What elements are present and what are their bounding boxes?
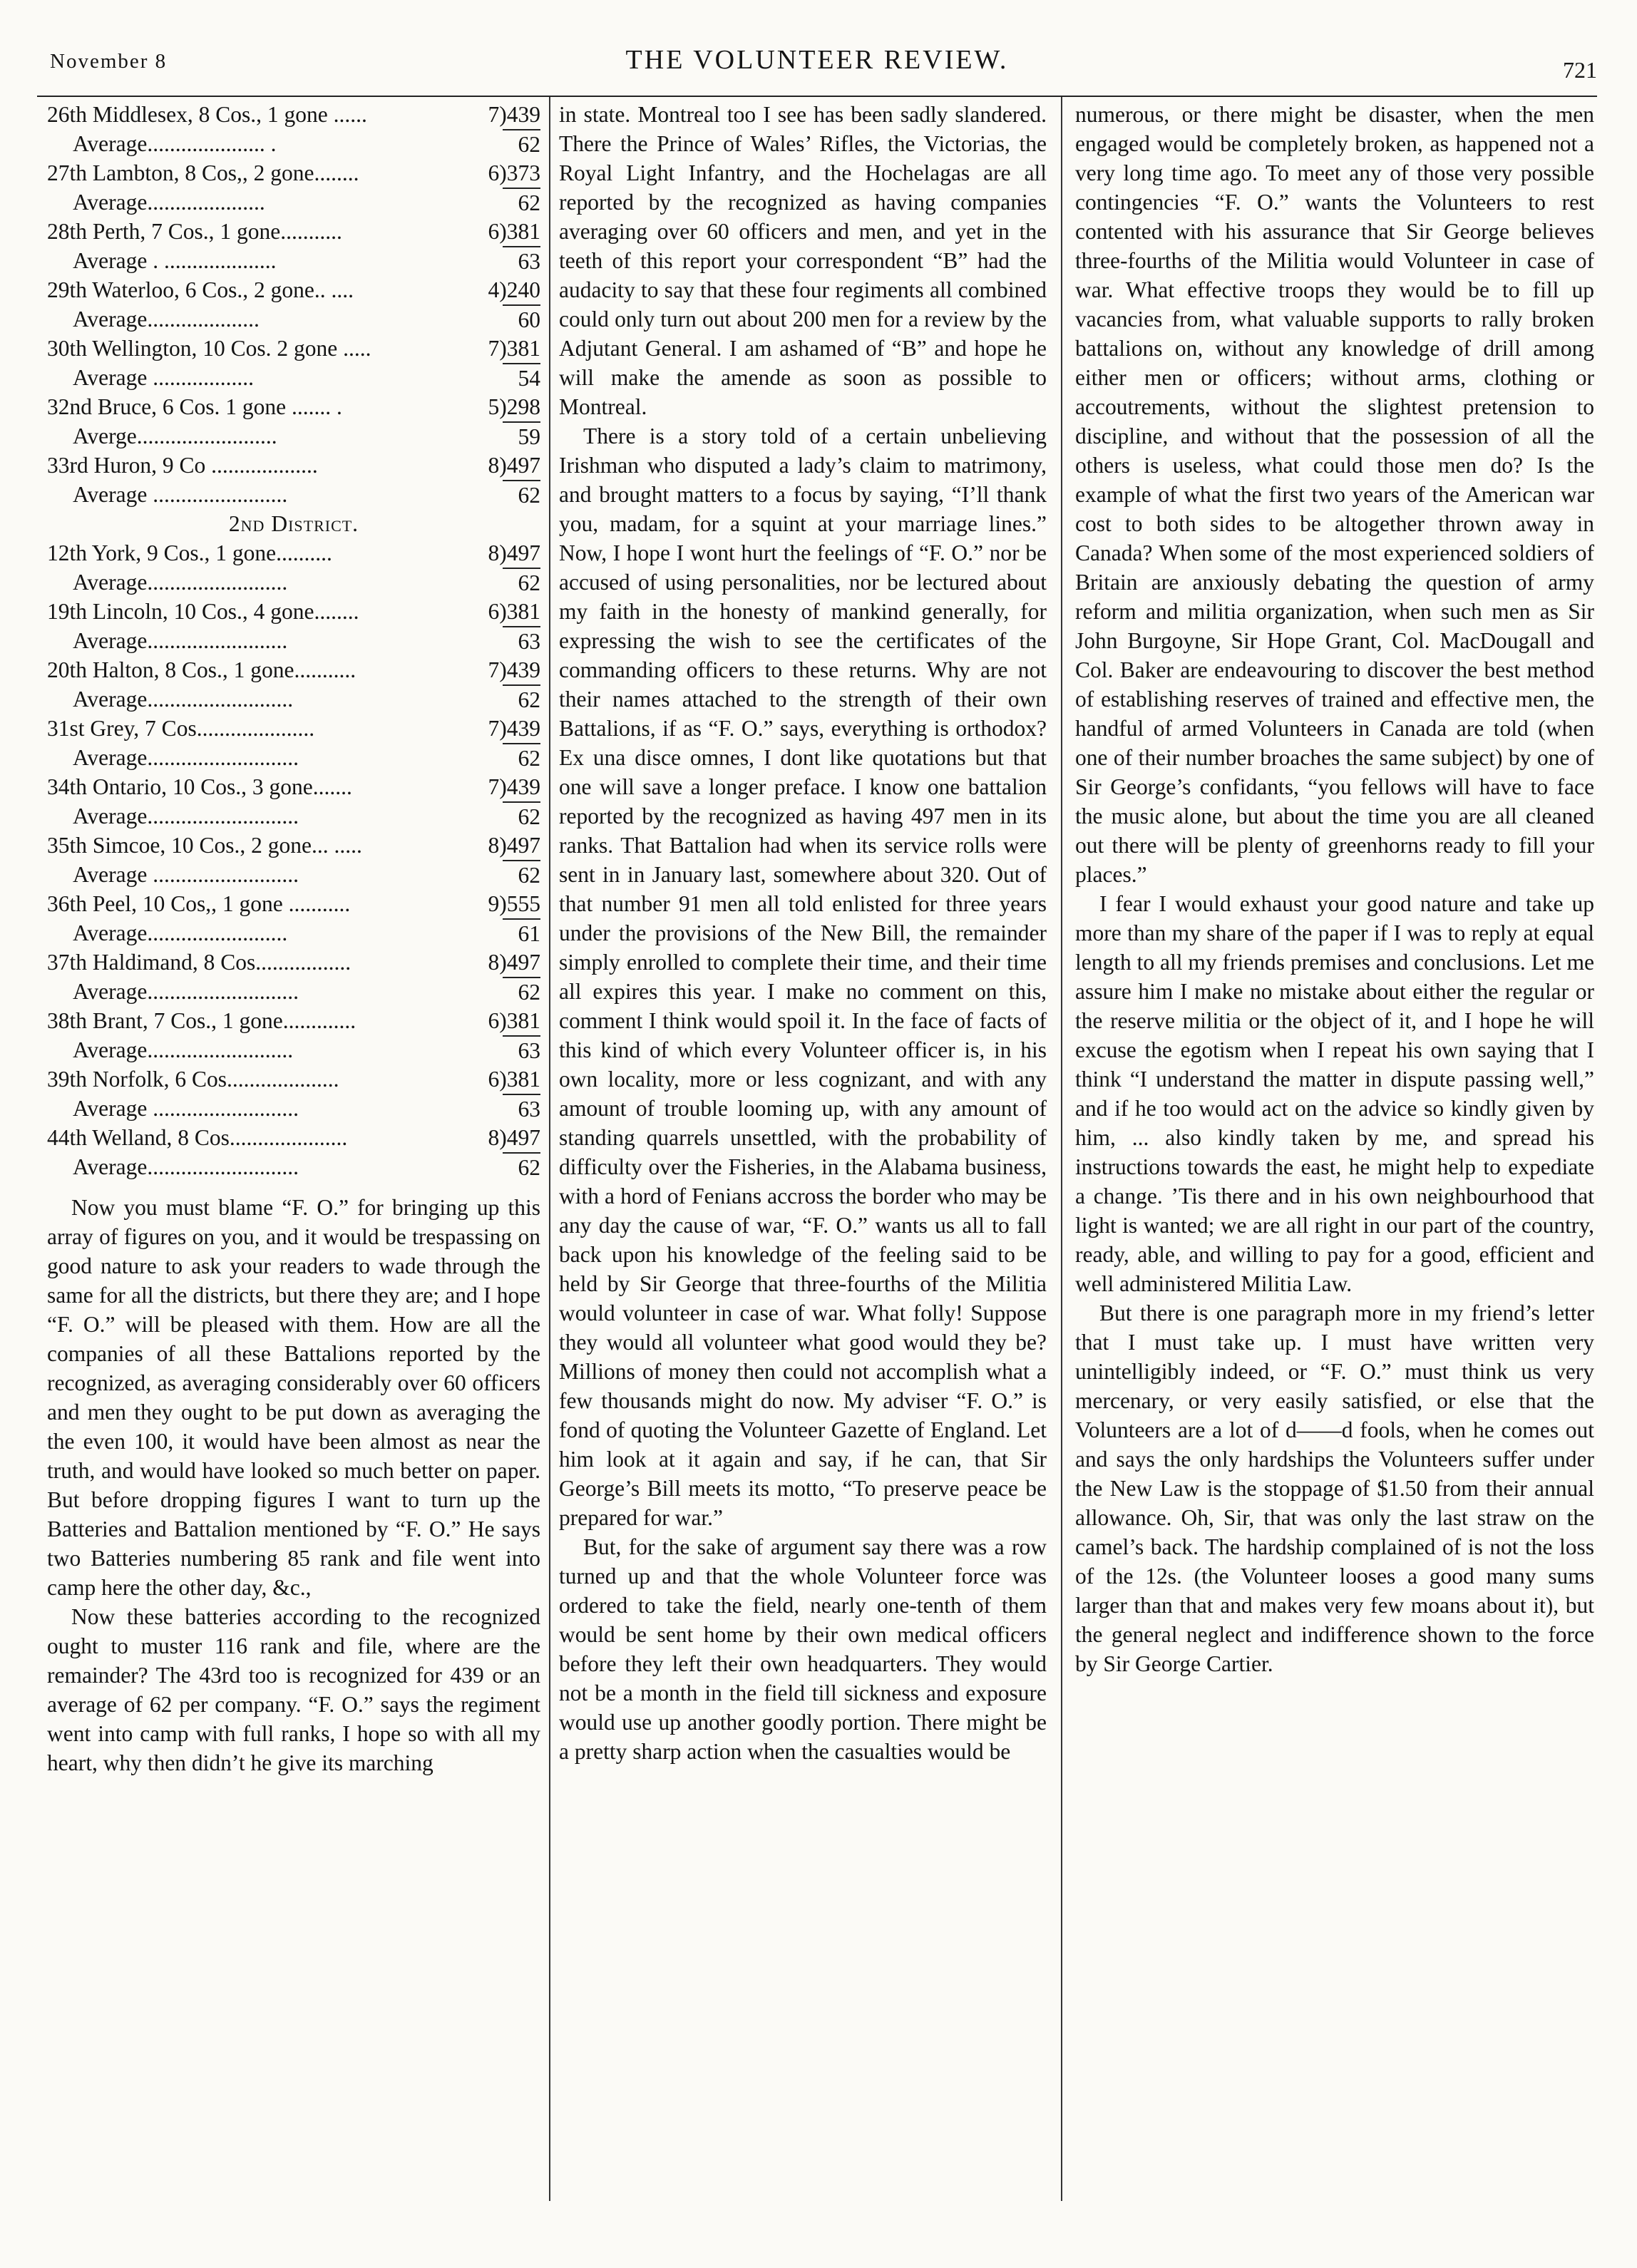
average-label: Average.................... xyxy=(73,307,260,332)
average-value: 62 xyxy=(503,860,541,889)
return-row xyxy=(47,392,540,421)
district-heading: 2nd District. xyxy=(228,511,359,536)
battalion-label: 34th Ontario, 10 Cos., 3 gone....... xyxy=(47,774,352,799)
average-value: 62 xyxy=(503,977,541,1006)
return-figure: 8)497 xyxy=(488,540,540,565)
column-rule xyxy=(549,97,550,2201)
column-3 xyxy=(1075,100,1594,1678)
average-label: Average........................... xyxy=(73,804,299,828)
return-figure: 6)381 xyxy=(488,219,540,244)
average-row xyxy=(47,246,540,275)
returns-table xyxy=(47,538,540,1181)
average-value: 59 xyxy=(503,421,541,451)
average-value: 63 xyxy=(503,246,541,275)
average-value: 63 xyxy=(503,1094,541,1123)
battalion-label: 26th Middlesex, 8 Cos., 1 gone ...... xyxy=(47,102,367,127)
return-figure: 6)381 xyxy=(488,599,540,624)
battalion-label: 44th Welland, 8 Cos..................... xyxy=(47,1125,348,1150)
return-row xyxy=(47,275,540,304)
battalion-label: 27th Lambton, 8 Cos,, 2 gone........ xyxy=(47,160,359,185)
return-row xyxy=(47,714,540,743)
average-label: Average .......................... xyxy=(73,1096,299,1121)
average-label: Average..................... . xyxy=(73,131,277,156)
battalion-label: 38th Brant, 7 Cos., 1 gone............. xyxy=(47,1008,356,1033)
article-paragraph: in state. Montreal too I see has been sadly slandered. There the Prince of Wales’ Rifles, the Victorias, the Royal Light Infantry, and the Hochelagas are all reported by the recognized as having companies averaging over 60 officers and men, and yet in the teeth of this report your correspondent “B” had the audacity to say that these four regiments all combined could only turn out about 200 men for a review by the Adjutant General. I am ashamed of “B” and hope he will make the amende as soon as possible to Montreal. xyxy=(559,102,1047,419)
average-value: 62 xyxy=(503,188,541,217)
average-value: 60 xyxy=(503,304,541,334)
return-row xyxy=(47,889,540,918)
average-label: Average........................... xyxy=(73,745,299,770)
battalion-label: 12th York, 9 Cos., 1 gone.......... xyxy=(47,540,332,565)
average-value: 62 xyxy=(503,801,541,831)
average-value: 63 xyxy=(503,1035,541,1064)
returns-table xyxy=(47,100,540,509)
return-row xyxy=(47,1123,540,1152)
return-row xyxy=(47,948,540,977)
return-row xyxy=(47,831,540,860)
battalion-label: 31st Grey, 7 Cos..................... xyxy=(47,716,315,741)
return-row xyxy=(47,334,540,363)
battalion-label: 29th Waterloo, 6 Cos., 2 gone.. .... xyxy=(47,277,354,302)
average-row xyxy=(47,480,540,509)
average-row xyxy=(47,860,540,889)
return-row xyxy=(47,655,540,684)
average-row xyxy=(47,743,540,772)
average-row xyxy=(47,188,540,217)
return-figure: 7)439 xyxy=(488,657,540,682)
return-figure: 9)555 xyxy=(488,891,540,916)
return-figure: 5)298 xyxy=(488,394,540,419)
return-figure: 6)381 xyxy=(488,1067,540,1092)
average-row xyxy=(47,421,540,451)
average-label: Average.......................... xyxy=(73,1037,294,1062)
average-value: 61 xyxy=(503,918,541,948)
return-figure: 6)373 xyxy=(488,160,540,185)
return-row xyxy=(47,158,540,188)
average-value: 54 xyxy=(503,363,541,392)
header-rule xyxy=(37,96,1597,97)
average-label: Average......................... xyxy=(73,920,288,945)
average-row xyxy=(47,801,540,831)
return-row xyxy=(47,100,540,129)
average-value: 62 xyxy=(503,684,541,714)
article-paragraph: Now you must blame “F. O.” for bringing up this array of figures on you, and it would be trespassing on good nature to ask your readers to wade through the same for all the districts, but there they are; and I hope “F. O.” will be pleased with them. How are all the companies of all these Battalions reported by the recognized, as averaging considerably over 60 officers and men they ought to be put down as averaging the the even 100, it would have been almost as near the truth, and would have looked so much better on paper. But before dropping figures I want to turn up the Batteries and Battalion mentioned by “F. O.” He says two Batteries numbering 85 rank and file went into camp here the other day, &c., xyxy=(47,1195,540,1600)
return-figure: 7)439 xyxy=(488,716,540,741)
return-row xyxy=(47,217,540,246)
return-row xyxy=(47,1064,540,1094)
article-paragraph: But, for the sake of argument say there was a row turned up and that the whole Volunteer force was ordered to take the field, nearly one-tenth of them would be sent home by their own medical officers before they left their own headquarters. They would not be a month in the field till sickness and exposure would use up another goodly portion. There might be a pretty sharp action when the casualties would be xyxy=(559,1534,1047,1764)
average-row xyxy=(47,568,540,597)
average-label: Average .......................... xyxy=(73,862,299,887)
return-figure: 8)497 xyxy=(488,833,540,858)
battalion-label: 19th Lincoln, 10 Cos., 4 gone........ xyxy=(47,599,359,624)
battalion-label: 33rd Huron, 9 Co ................... xyxy=(47,453,318,478)
average-label: Average ........................ xyxy=(73,482,288,507)
average-label: Average......................... xyxy=(73,628,288,653)
average-row xyxy=(47,1094,540,1123)
issue-date: November 8 xyxy=(50,50,168,73)
average-row xyxy=(47,918,540,948)
column-2 xyxy=(559,100,1047,1766)
page-header xyxy=(37,43,1597,86)
battalion-label: 28th Perth, 7 Cos., 1 gone........... xyxy=(47,219,342,244)
average-label: Average......................... xyxy=(73,570,288,595)
average-row xyxy=(47,1152,540,1181)
return-figure: 7)439 xyxy=(488,102,540,127)
average-label: Average........................... xyxy=(73,979,299,1004)
return-figure: 8)497 xyxy=(488,950,540,975)
average-value: 62 xyxy=(503,480,541,509)
average-row xyxy=(47,363,540,392)
return-figure: 7)381 xyxy=(488,336,540,361)
return-row xyxy=(47,772,540,801)
battalion-label: 32nd Bruce, 6 Cos. 1 gone ....... . xyxy=(47,394,342,419)
average-label: Average . .................... xyxy=(73,248,277,273)
average-label: Averge......................... xyxy=(73,424,277,448)
column-rule xyxy=(1061,97,1062,2201)
return-figure: 7)439 xyxy=(488,774,540,799)
article-paragraph: There is a story told of a certain unbelieving Irishman who disputed a lady’s claim to matrimony, and brought matters to a focus by saying, “I’ll thank you, madam, for a squint at your marriage lines.” Now, I hope I wont hurt the feelings of “F. O.” nor be accused of using personalities, nor be lectured about my faith in the honesty of mankind generally, for expressing the wish to see the certificates of the commanding officers to these returns. Why are not their names attached to the strength of their own Battalions, if as “F. O.” says, everything is orthodox? Ex una disce omnes, I dont like quotations but that one will save a longer preface. I know one battalion reported by the recognized as having 497 men in its ranks. That Battalion had when its service rolls were sent in in January last, somewhere about 320. Out of that number 91 men all told enlisted for three years under the provisions of the New Bill, the remainder simply enrolled to complete their time, and their time all expires this year. I make no comment on this, comment I think would spoil it. In the face of facts of this kind of which every Volunteer officer is, in his own locality, more or less cognizant, and with any amount of trouble looming up, with any amount of standing quarrels unsettled, with the probability of difficulty over the Fisheries, in the Alabama business, with a hord of Fenians accross the border who may be any day the cause of war, “F. O.” wants us all to fall back upon his knowledge of the feeling said to be held by Sir George that three-fourths of the Militia would volunteer in case of war. What folly! Suppose they would all volunteer what good would they be? Millions of money then could not accomplish what a few thousands might do now. My adviser “F. O.” is fond of quoting the Volunteer Gazette of England. Let him look at it again and say, if he can, that Sir George’s Bill meets its motto, “To preserve peace be prepared for war.” xyxy=(559,424,1047,1530)
article-paragraph: numerous, or there might be disaster, when the men engaged would be completely broken, as happened not a very long time ago. To meet any of those very possible contingencies “F. O.” wants the Volunteers to rest contented with his assurance that Sir George believes three-fourths of the Militia would Volunteer in case of war. What effective troops they would be to fill up vacancies from, what valuable supports to rally broken battalions on, without any knowledge of drill among either men or officers; without arms, clothing or accoutrements, without the slightest pretension to discipline, and without that the possession of all the others is useless, what could those men do? Is the example of what the first two years of the American war cost to both sides to be altogether thrown away in Canada? When some of the most experienced soldiers of Britain are anxiously debating the question of army reform and militia organization, when such men as Sir John Burgoyne, Sir Hope Grant, Col. MacDougall and Col. Baker are endeavouring to discover the best method of establishing reserves of trained and effective men, the handful of armed Volunteers in Canada are told (when one of their number broaches the same subject) by one of Sir George’s confidants, “you fellows will have to face the music alone, but about the time you are all cleaned out there will be plenty of greenhorns ready to fill your places.” xyxy=(1075,102,1594,887)
average-row xyxy=(47,626,540,655)
average-value: 62 xyxy=(503,1152,541,1181)
average-row xyxy=(47,977,540,1006)
return-figure: 4)240 xyxy=(488,277,540,302)
battalion-label: 36th Peel, 10 Cos,, 1 gone ........... xyxy=(47,891,351,916)
average-value: 63 xyxy=(503,626,541,655)
return-figure: 6)381 xyxy=(488,1008,540,1033)
battalion-label: 30th Wellington, 10 Cos. 2 gone ..... xyxy=(47,336,371,361)
article-paragraph: But there is one paragraph more in my friend’s letter that I must take up. I must have written very unintelligibly indeed, or “F. O.” must think us very mercenary, or very easily satisfied, or else that the Volunteers are a lot of d——d fools, when he comes out and says the only hardships the Volunteers suffer under the New Law is the stoppage of $1.50 from their annual allowance. Oh, Sir, that was only the last straw on the camel’s back. The hardship complained of is not the loss of the 12s. (the Volunteer looses a good many sums larger than that and makes very few moans about it), but the general neglect and indifference shown to the force by Sir George Cartier. xyxy=(1075,1300,1594,1676)
page-number: 721 xyxy=(1563,57,1597,83)
return-row xyxy=(47,597,540,626)
average-row xyxy=(47,129,540,158)
average-label: Average.......................... xyxy=(73,687,294,712)
battalion-label: 35th Simcoe, 10 Cos., 2 gone... ..... xyxy=(47,833,362,858)
average-row xyxy=(47,1035,540,1064)
average-value: 62 xyxy=(503,568,541,597)
return-figure: 8)497 xyxy=(488,453,540,478)
average-row xyxy=(47,684,540,714)
return-row xyxy=(47,1006,540,1035)
battalion-label: 37th Haldimand, 8 Cos................. xyxy=(47,950,351,975)
average-row xyxy=(47,304,540,334)
battalion-label: 20th Halton, 8 Cos., 1 gone........... xyxy=(47,657,356,682)
average-label: Average........................... xyxy=(73,1154,299,1179)
return-figure: 8)497 xyxy=(488,1125,540,1150)
average-label: Average .................. xyxy=(73,365,254,390)
return-row xyxy=(47,451,540,480)
article-paragraph: Now these batteries according to the recognized ought to muster 116 rank and file, where are the remainder? The 43rd too is recognized for 439 or an average of 62 per company. “F. O.” says the regiment went into camp with full ranks, I hope so with all my heart, why then didn’t he give its marching xyxy=(47,1604,540,1775)
column-1 xyxy=(47,100,540,1777)
article-paragraph: I fear I would exhaust your good nature and take up more than my share of the paper if I was to reply at equal length to all my friends premises and conclusions. Let me assure him I make no mistake about either the regular or the reserve militia or the object of it, and I hope he will excuse the egotism when I repeat his own saying that I think “I understand the matter in dispute passing well,” and if he too would act on the advice so kindly given by him, ... also kindly taken by me, and spread his instructions towards the east, he might help to expediate a change. ’Tis there and in his own neighbourhood that light is wanted; we are all right in our part of the country, ready, able, and willing to pay for a good, efficient and well administered Militia Law. xyxy=(1075,891,1594,1296)
average-value: 62 xyxy=(503,743,541,772)
publication-title: THE VOLUNTEER REVIEW. xyxy=(625,45,1009,75)
average-label: Average..................... xyxy=(73,190,265,215)
battalion-label: 39th Norfolk, 6 Cos.................... xyxy=(47,1067,339,1092)
average-value: 62 xyxy=(503,129,541,158)
return-row xyxy=(47,538,540,568)
